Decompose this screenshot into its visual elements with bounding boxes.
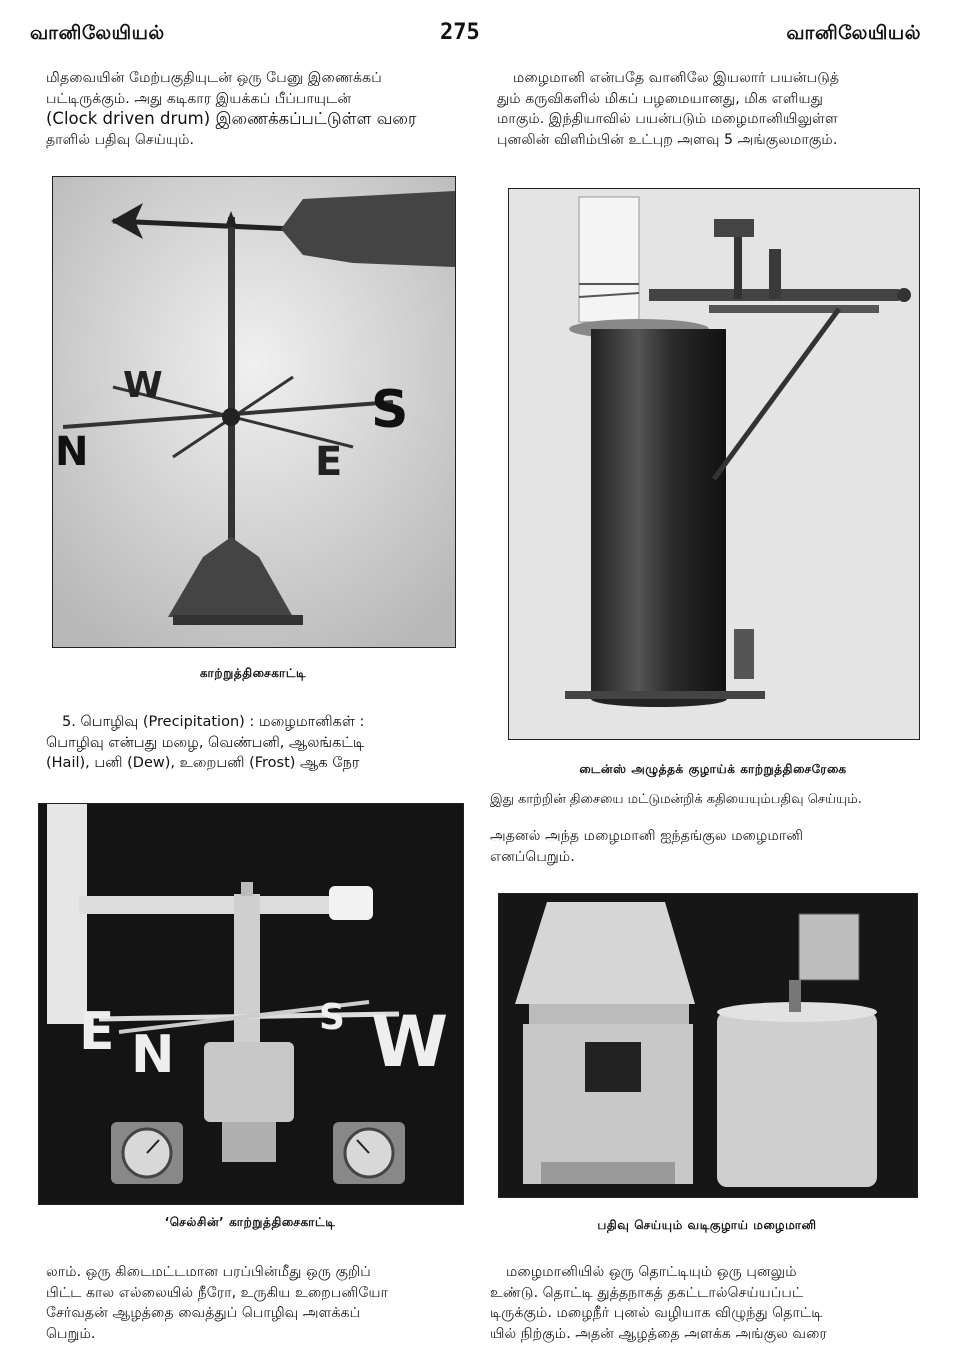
text-line: யில் நிற்கும். அதன் ஆழத்தை அளக்க அங்குல வரை (490, 1325, 827, 1342)
page-number: 275 (440, 20, 480, 45)
right-closing-paragraph (490, 1262, 924, 1344)
selsyn-letter-w: W (371, 1001, 449, 1083)
text-line: புனலின் விளிம்பின் உட்புற அளவு 5 அங்குலமாகும். (497, 131, 838, 148)
right-intro-paragraph (497, 68, 927, 150)
text-line: பெறும். (46, 1325, 96, 1342)
text-line: (Hail), பனி (Dew), உறைபனி (Frost) ஆக நேர (46, 755, 360, 771)
text-line: தாளில் பதிவு செய்யும். (46, 131, 195, 148)
selsyn-letter-s: S (319, 997, 345, 1038)
running-header-right: வானிலேயியல் (786, 22, 921, 44)
text-line: அதனல் அந்த மழைமானி ஐந்தங்குல மழைமானி (490, 828, 804, 844)
figure-caption-siphon-rain-gauge: பதிவு செய்யும் வடிகுழாய் மழைமானி (597, 1218, 817, 1232)
text-line: மழைமானியில் ஒரு தொட்டியும் ஒரு புனலும் (506, 1264, 797, 1280)
text-line: தும் கருவிகளில் மிகப் பழமையானது, மிக எளியது (497, 90, 823, 107)
vane-letter-e: E (315, 439, 343, 485)
section-heading-line: 5. பொழிவு (Precipitation) : மழைமானிகள் : (62, 714, 365, 730)
text-line: எனப்பெறும். (490, 848, 575, 865)
text-line: மிதவையின் மேற்பகுதியுடன் ஒரு பேனு இணைக்கப் (46, 70, 382, 86)
selsyn-letter-n: N (131, 1025, 175, 1085)
dines-anemograph-photo (508, 188, 920, 740)
figure-caption-wind-vane: காற்றுத்திசைகாட்டி (199, 666, 307, 680)
siphon-rain-gauge-photo (498, 893, 918, 1198)
vane-letter-s: S (371, 380, 409, 440)
vane-letter-w: W (123, 365, 163, 406)
text-line: லாம். ஒரு கிடைமட்டமான பரப்பின்மீது ஒரு குறிப் (46, 1264, 371, 1280)
text-line: (Clock driven drum) இணைக்கப்பட்டுள்ள வரை (46, 109, 417, 128)
selsyn-vane-photo (38, 803, 464, 1205)
figure-caption-dines-anemograph: டைன்ஸ் அழுத்தக் குழாய்க் காற்றுத்திசைரேகை (579, 762, 847, 776)
left-intro-paragraph (46, 68, 474, 150)
precipitation-section (46, 712, 474, 774)
figure-caption-selsyn-vane: ‘செல்சின்’ காற்றுத்திசைகாட்டி (164, 1215, 336, 1229)
text-line: உண்டு. தொட்டி துத்தநாகத் தகட்டால்செய்யப்பட் (490, 1284, 804, 1301)
vane-letter-n: N (55, 429, 89, 475)
right-middle-paragraph (490, 826, 920, 867)
running-header-left: வானிலேயியல் (30, 22, 165, 44)
text-line: டிருக்கும். மழைநீர் புனல் வழியாக விழுந்து தொட்டி (490, 1305, 823, 1321)
text-line: பொழிவு என்பது மழை, வெண்பனி, ஆலங்கட்டி (46, 734, 365, 751)
text-line: மாகும். இந்தியாவில் பயன்படும் மழைமானியிலுள்ள (497, 111, 838, 127)
left-closing-paragraph (46, 1262, 474, 1344)
text-line: பிட்ட கால எல்லையில் நீரோ, உருகிய உறைபனியோ (46, 1284, 389, 1301)
text-line: பட்டிருக்கும். அது கடிகார இயக்கப் பீப்பாயுடன் (46, 90, 352, 107)
figure-note-dines: இது காற்றின் திசையை மட்டுமன்றிக் கதியையும்பதிவு செய்யும். (490, 792, 862, 807)
text-line: மழைமானி என்பதே வானிலே இயலார் பயன்படுத் (513, 70, 840, 86)
text-line: சேர்வதன் ஆழத்தை வைத்துப் பொழிவு அளக்கப் (46, 1305, 361, 1321)
selsyn-letter-e: E (79, 1002, 115, 1062)
wind-vane-photo (52, 176, 456, 648)
